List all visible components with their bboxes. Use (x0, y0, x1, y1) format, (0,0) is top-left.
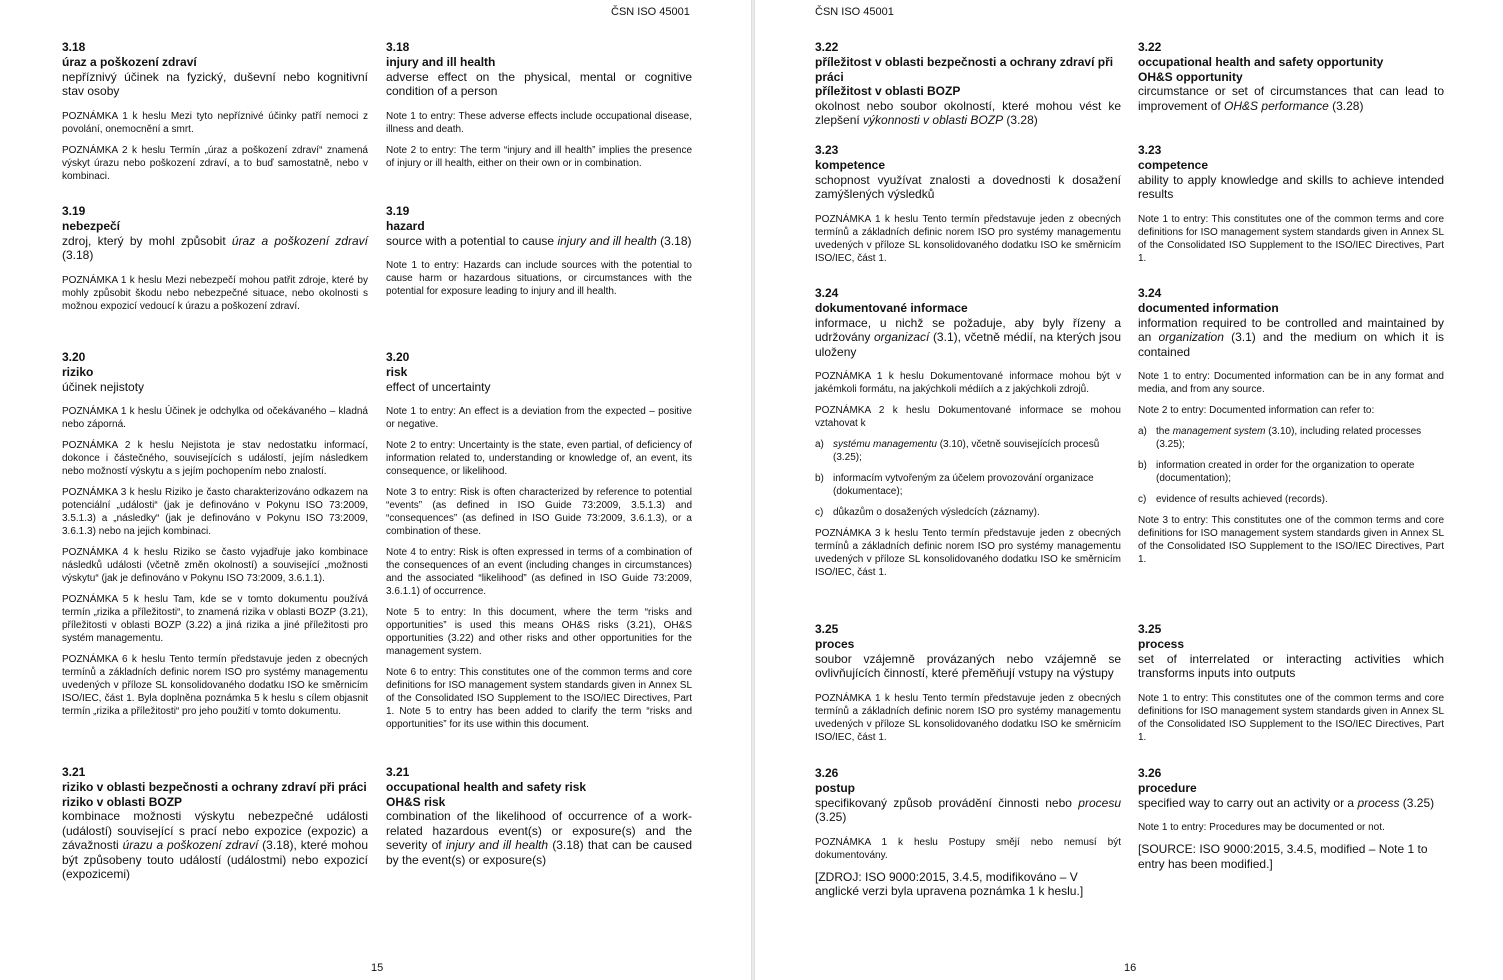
entry-note: Note 5 to entry: In this document, where the term “risks and opportunities” is used this means OH&S risks (3.21), OH&S opportunities (3.22) and other risks and other opportunities for the management system. (386, 607, 692, 657)
entry-number: 3.20 (386, 350, 410, 364)
page-header: ČSN ISO 45001 (815, 6, 894, 18)
term-entry (815, 143, 1121, 273)
entry-definition: effect of uncertainty (386, 379, 491, 394)
entry-number: 3.26 (815, 766, 839, 780)
entry-definition: nepříznivý účinek na fyzický, duševní nebo kognitivní stav osoby (62, 69, 368, 98)
entry-term: proces (815, 637, 855, 651)
entry-note: POZNÁMKA 1 k heslu Mezi nebezpečí mohou patřit zdroje, které by mohly způsobit škodu nebo nebezpečné situace, nebo okolnosti s možnou expozicí vedoucí k úrazu a poškození zdraví. (62, 274, 368, 312)
term-entry (1138, 766, 1444, 871)
list-text-part: (3.10), including related processes (3.25); (1156, 426, 1422, 450)
definition-text: (3.18) (656, 233, 692, 248)
entry-note: POZNÁMKA 4 k heslu Riziko se často vyjadřuje jako kombinace následků události (včetně změn okolností) a související „možnosti výskytu“ (jak je definováno v Pokynu ISO 73:2009, 3.6.1.1). (62, 547, 368, 584)
entry-source: [ZDROJ: ISO 9000:2015, 3.4.5, modifikováno – V anglické verzi byla upravena poznámka 1 k heslu.] (815, 869, 1084, 898)
list-term-ref: management system (1172, 426, 1266, 437)
entry-number: 3.21 (386, 765, 410, 779)
entry-number: 3.26 (1138, 766, 1162, 780)
term-entry (815, 622, 1121, 752)
entry-term-abbrev: příležitost v oblasti BOZP (815, 84, 961, 98)
entry-definition (815, 316, 1121, 360)
definition-term-ref: organization (1158, 330, 1224, 344)
list-text-part: důkazům o dosažených výsledcích (záznamy). (833, 507, 1040, 518)
entry-note: Note 3 to entry: This constitutes one of the common terms and core definitions for ISO management system standards given in Annex SL of the Consolidated ISO Supplement to the ISO/IEC Directives, Part 1. (1138, 515, 1444, 565)
entry-note: POZNÁMKA 1 k heslu Účinek je odchylka od očekávaného – kladná nebo záporná. (62, 406, 368, 430)
definition-text: (3.18) that can be caused by the event(s) or exposure(s) (386, 838, 692, 867)
list-text (1156, 459, 1444, 485)
definition-text: (3.1), včetně médií, na kterých jsou uloženy (815, 330, 1121, 359)
definition-term-ref: úrazu a poškození zdraví (122, 838, 259, 852)
list-label: c) (815, 507, 824, 518)
entry-number: 3.19 (386, 204, 410, 218)
list-text-part: informacím vytvořeným za účelem provozování organizace (dokumentace); (833, 473, 1094, 497)
entry-term-abbrev: OH&S risk (386, 794, 446, 809)
entry-term: competence (1138, 158, 1209, 172)
entry-term: risk (386, 365, 408, 379)
definition-term-ref: výkonnosti v oblasti BOZP (863, 113, 1004, 127)
definition-text: (3.18) (62, 248, 94, 262)
entry-term: occupational health and safety opportunity (1138, 55, 1384, 69)
entry-note: POZNÁMKA 5 k heslu Tam, kde se v tomto dokumentu používá termín „rizika a příležitosti“, to znamená rizika v oblasti BOZP (3.21), příležitosti v oblasti BOZP (3.22) a jiná rizika a jiné příležitosti pro systém managementu. (62, 594, 368, 644)
definition-term-ref: process (1357, 795, 1400, 810)
entry-definition (386, 809, 692, 867)
note-list-item (815, 472, 1121, 498)
entry-note: Note 1 to entry: Hazards can include sources with the potential to cause harm or hazardous situations, or circumstances with the potential for exposure leading to injury and ill health. (386, 260, 692, 297)
entry-term: postup (815, 781, 855, 795)
entry-term-abbrev: riziko v oblasti BOZP (62, 794, 183, 809)
entry-note: POZNÁMKA 3 k heslu Riziko je často charakterizováno odkazem na potenciální „události“ (jak je definováno v Pokynu ISO 73:2009, 3.5.1.3) a „následky“ (jak je definováno v Pokynu ISO 73:2009, 3.6.1.3) nebo na jejich kombinaci. (62, 487, 368, 537)
term-entry (62, 40, 368, 191)
definition-text: combination of the likelihood of occurrence of a work-related hazardous event(s) or exposure(s) and the severity of (386, 809, 692, 852)
list-text (1156, 425, 1444, 451)
entry-note: Note 1 to entry: This constitutes one of the common terms and core definitions for ISO management system standards given in Annex SL of the Consolidated ISO Supplement to the ISO/IEC Directives, Part 1. (1138, 213, 1444, 264)
entry-note: POZNÁMKA 2 k heslu Dokumentované informace se mohou vztahovat k (815, 405, 1121, 429)
definition-text: circumstance or set of circumstances that can lead to improvement of (1138, 84, 1444, 113)
term-entry (386, 40, 692, 178)
term-entry (386, 350, 692, 739)
entry-note: POZNÁMKA 2 k heslu Termín „úraz a poškození zdraví“ znamená výskyt úrazu nebo poškození zdraví, a to buď samostatně, nebo v kombinaci. (62, 144, 368, 182)
entry-note: Note 1 to entry: Documented information can be in any format and media, and from any source. (1138, 371, 1444, 395)
list-label: a) (815, 439, 824, 450)
entry-note: Note 1 to entry: Procedures may be documented or not. (1138, 822, 1385, 833)
definition-text: kombinace možnosti výskytu nebezpečné události (událostí) související s prací nebo expozice (expozic) a závažnosti (62, 809, 368, 852)
page-number: 15 (371, 962, 384, 974)
entry-definition (62, 809, 368, 882)
list-text-part: evidence of results achieved (records). (1156, 494, 1328, 505)
term-entry (386, 204, 692, 306)
entry-term: dokumentované informace (815, 301, 968, 315)
entry-number: 3.23 (815, 143, 839, 157)
entry-number: 3.22 (815, 40, 839, 54)
entry-definition (815, 796, 1121, 825)
definition-term-ref: injury and ill health (557, 233, 657, 248)
entry-definition: ability to apply knowledge and skills to achieve intended results (1138, 172, 1444, 201)
entry-term: příležitost v oblasti bezpečnosti a ochrany zdraví při práci (815, 55, 1114, 84)
entry-number: 3.24 (1138, 286, 1162, 300)
entry-number: 3.18 (62, 40, 86, 54)
term-entry (815, 40, 1121, 139)
definition-text: (3.1) and the medium on which it is contained (1138, 330, 1444, 359)
list-label: b) (815, 473, 824, 484)
term-entry (815, 766, 1121, 899)
note-list-item (1138, 425, 1444, 451)
page-header: ČSN ISO 45001 (611, 6, 690, 18)
entry-number: 3.21 (62, 765, 86, 779)
definition-text: informace, u nichž se požaduje, aby byly řízeny a udržovány (815, 315, 1121, 344)
entry-note: POZNÁMKA 1 k heslu Tento termín představuje jeden z obecných termínů a základních definic norem ISO pro systémy managementu uvedených v příloze SL konsolidovaného dodatku ISO ke směrnicím ISO/IEC, část 1. (815, 692, 1121, 743)
entry-source: [SOURCE: ISO 9000:2015, 3.4.5, modified – Note 1 to entry has been modified.] (1138, 842, 1428, 871)
definition-text: (3.28) (1328, 98, 1364, 113)
list-label: a) (1138, 426, 1147, 437)
definition-text: specified way to carry out an activity or a (1138, 795, 1358, 810)
entry-note: Note 2 to entry: Documented information can refer to: (1138, 405, 1375, 416)
page-number: 16 (1124, 962, 1137, 974)
entry-note: Note 3 to entry: Risk is often characterized by reference to potential “events” (as defined in ISO Guide 73:2009, 3.5.1.3) and “consequences” (as defined in ISO Guide 73:2009, 3.6.1.3), or a combination of these. (386, 487, 692, 537)
note-list-item (815, 506, 1121, 519)
list-text-part: the (1156, 426, 1173, 437)
entry-number: 3.18 (386, 40, 410, 54)
entry-term: kompetence (815, 158, 886, 172)
entry-note: POZNÁMKA 1 k heslu Dokumentované informace mohou být v jakémkoli formátu, na jakýchkoli médiích a z jakýchkoli zdrojů. (815, 371, 1121, 395)
entry-note: Note 2 to entry: Uncertainty is the state, even partial, of deficiency of information related to, understanding or knowledge of, an event, its consequence, or likelihood. (386, 440, 692, 477)
list-text (1156, 493, 1328, 506)
entry-number: 3.23 (1138, 143, 1162, 157)
entry-note: Note 1 to entry: These adverse effects include occupational disease, illness and death. (386, 110, 692, 135)
list-text-part: (3.10), včetně souvisejících procesů (3.25); (833, 439, 1100, 463)
entry-term: occupational health and safety risk (386, 780, 587, 794)
entry-number: 3.25 (815, 622, 839, 636)
entry-number: 3.25 (1138, 622, 1162, 636)
entry-note: POZNÁMKA 2 k heslu Nejistota je stav nedostatku informací, dokonce i částečného, souvisejících s událostí, jejím následkem nebo možností výskytu a s jejím pochopením nebo znalostí. (62, 440, 368, 477)
entry-term: hazard (386, 219, 425, 233)
list-term-ref: systému managementu (833, 439, 937, 450)
term-entry (815, 286, 1121, 587)
term-entry (1138, 622, 1444, 752)
definition-term-ref: OH&S performance (1224, 98, 1329, 113)
entry-term: process (1138, 637, 1185, 651)
entry-definition: schopnost využívat znalosti a dovednosti k dosažení zamýšlených výsledků (815, 172, 1121, 201)
entry-term: riziko v oblasti bezpečnosti a ochrany zdraví při práci (62, 780, 367, 794)
definition-text: (3.25) (1399, 795, 1435, 810)
entry-number: 3.24 (815, 286, 839, 300)
entry-number: 3.19 (62, 204, 86, 218)
entry-note: Note 1 to entry: This constitutes one of the common terms and core definitions for ISO management system standards given in Annex SL of the Consolidated ISO Supplement to the ISO/IEC Directives, Part 1. (1138, 692, 1444, 743)
entry-definition (62, 234, 368, 263)
entry-term: documented information (1138, 301, 1279, 315)
term-entry (1138, 286, 1444, 574)
definition-text: zdroj, který by mohl způsobit (62, 233, 232, 248)
definition-text: (3.18), které mohou být způsobeny touto událostí (událostmi) nebo expozicí (expozicemi) (62, 838, 368, 881)
note-list-item (815, 438, 1121, 464)
entry-note: POZNÁMKA 3 k heslu Tento termín představuje jeden z obecných termínů a základních definic norem ISO pro systémy managementu uvedených v příloze SL konsolidovaného dodatku ISO ke směrnicím ISO/IEC, část 1. (815, 528, 1121, 578)
entry-note: Note 6 to entry: This constitutes one of the common terms and core definitions for ISO management system standards given in Annex SL of the Consolidated ISO Supplement to the ISO/IEC Directives, Part 1. Note 5 to entry has been added to clarify the term “risks and opportunities” for its use within this document. (386, 667, 692, 730)
definition-text: okolnost nebo soubor okolností, které mohou vést ke zlepšení (815, 98, 1121, 127)
term-entry (1138, 143, 1444, 273)
list-text (833, 506, 1040, 519)
term-entry (62, 204, 368, 321)
entry-number: 3.22 (1138, 40, 1162, 54)
entry-definition (386, 234, 692, 249)
note-list-item (1138, 493, 1444, 506)
entry-note: POZNÁMKA 1 k heslu Tento termín představuje jeden z obecných termínů a základních definic norem ISO pro systémy managementu uvedených v příloze SL konsolidovaného dodatku ISO ke směrnicím ISO/IEC, část 1. (815, 213, 1121, 264)
definition-term-ref: organizací (873, 330, 930, 344)
entry-definition (1138, 316, 1444, 360)
term-entry (62, 350, 368, 726)
list-label: b) (1138, 460, 1147, 471)
entry-number: 3.20 (62, 350, 86, 364)
definition-text: (3.25) (815, 810, 847, 824)
list-text-part: information created in order for the organization to operate (documentation); (1156, 460, 1415, 484)
entry-note: Note 2 to entry: The term “injury and ill health” implies the presence of injury or ill health, either on their own or in combination. (386, 144, 692, 169)
entry-definition: účinek nejistoty (62, 379, 145, 394)
entry-definition (1138, 796, 1444, 811)
term-entry (1138, 40, 1444, 124)
page-right (755, 0, 1503, 980)
note-list-item (1138, 459, 1444, 485)
entry-term: nebezpečí (62, 219, 121, 233)
entry-note: Note 4 to entry: Risk is often expressed in terms of a combination of the consequences of an event (including changes in circumstances) and the associated “likelihood” (as defined in ISO Guide 73:2009, 3.6.1.1) of occurrence. (386, 547, 692, 597)
definition-text: information required to be controlled and maintained by an (1138, 315, 1444, 344)
entry-definition: adverse effect on the physical, mental or cognitive condition of a person (386, 69, 692, 98)
entry-note: POZNÁMKA 6 k heslu Tento termín představuje jeden z obecných termínů a základních definic norem ISO pro systémy managementu uvedených v příloze SL konsolidovaného dodatku ISO ke směrnicím ISO/IEC, část 1. Byla doplněna poznámka 5 k heslu s cílem objasnit termín „rizika a příležitosti“ pro jeho použití v tomto dokumentu. (62, 654, 368, 717)
list-label: c) (1138, 494, 1147, 505)
entry-term: riziko (62, 365, 94, 379)
entry-note: POZNÁMKA 1 k heslu Mezi tyto nepříznivé účinky patří nemoci z povolání, onemocnění a smrt. (62, 110, 368, 135)
entry-note: Note 1 to entry: An effect is a deviation from the expected – positive or negative. (386, 406, 692, 430)
entry-note: POZNÁMKA 1 k heslu Postupy smějí nebo nemusí být dokumentovány. (815, 836, 1121, 861)
entry-term-abbrev: OH&S opportunity (1138, 69, 1243, 84)
definition-text: source with a potential to cause (386, 233, 558, 248)
definition-term-ref: procesu (1078, 795, 1121, 810)
entry-definition: set of interrelated or interacting activities which transforms inputs into outputs (1138, 651, 1444, 680)
entry-definition: soubor vzájemně provázaných nebo vzájemně se ovlivňujících činností, které přeměňují vstupy na výstupy (815, 651, 1121, 680)
definition-text: specifikovaný způsob provádění činnosti nebo (815, 795, 1079, 810)
definition-term-ref: úraz a poškození zdraví (231, 233, 368, 248)
entry-term: procedure (1138, 781, 1197, 795)
list-text (833, 438, 1121, 464)
entry-term: úraz a poškození zdraví (62, 55, 197, 69)
definition-text: (3.28) (1003, 113, 1038, 127)
term-entry (62, 765, 368, 893)
term-entry (386, 765, 692, 878)
entry-term: injury and ill health (386, 55, 496, 69)
definition-term-ref: injury and ill health (445, 838, 548, 852)
list-text (833, 472, 1121, 498)
entry-definition (815, 99, 1121, 128)
entry-definition (1138, 84, 1444, 113)
